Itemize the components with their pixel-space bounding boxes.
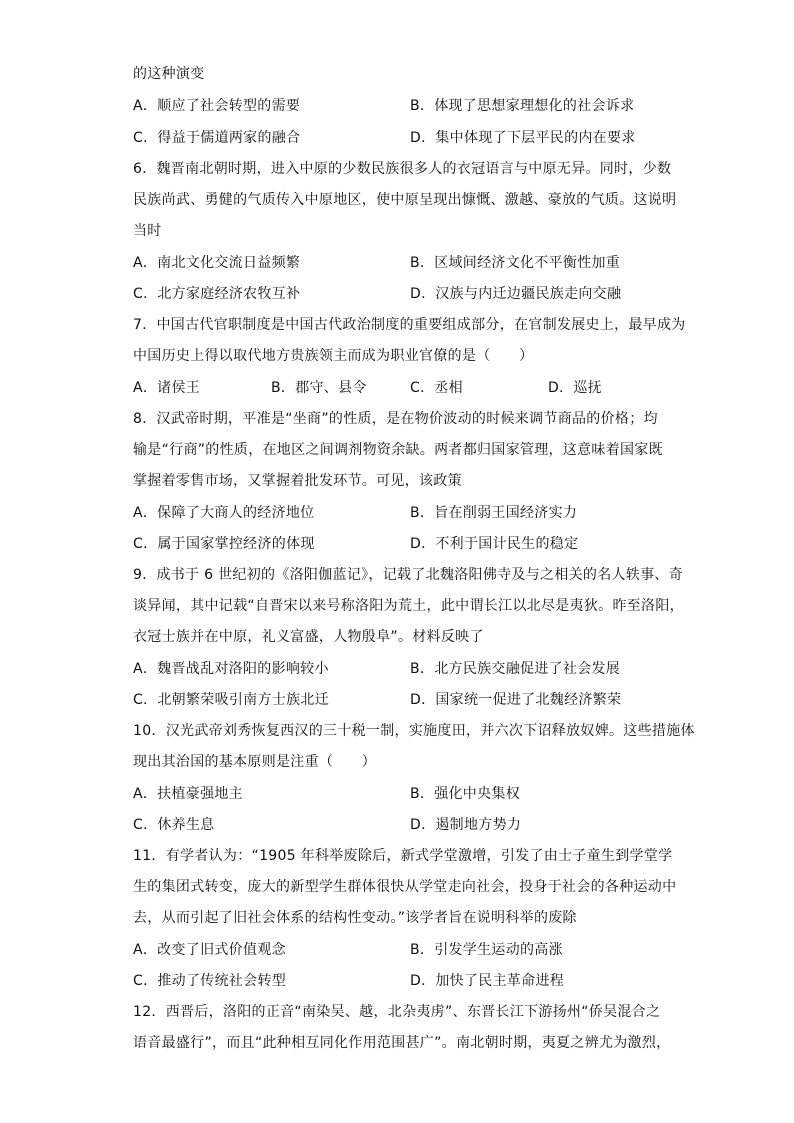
q7-option-c[interactable]: C．丞相 (410, 380, 463, 396)
q6-question-line-3: 当时 (133, 223, 162, 239)
q11-question-line-2: 生的集团式转变，庞大的新型学生群体很快从学堂走向社会，投身于社会的各种运动中 (133, 879, 677, 895)
q8-option-d[interactable]: D．不利于国计民生的稳定 (410, 536, 579, 552)
q11-option-b[interactable]: B．引发学生运动的高涨 (410, 942, 563, 958)
q10-question-line-1: 10．汉光武帝刘秀恢复西汉的三十税一制，实施度田，并六次下诏释放奴婢。这些措施体 (133, 723, 695, 739)
q7-option-b[interactable]: B．郡守、县令 (271, 380, 367, 396)
q11-option-a[interactable]: A．改变了旧式价值观念 (133, 942, 286, 958)
q7-option-d[interactable]: D．巡抚 (548, 380, 602, 396)
q5-option-c[interactable]: C．得益于儒道两家的融合 (133, 130, 301, 146)
q8-option-c[interactable]: C．属于国家掌控经济的体现 (133, 536, 315, 552)
q7-question-line-2: 中国历史上得以取代地方贵族领主而成为职业官僚的是（ ） (133, 348, 534, 364)
q11-question-line-3: 去，从而引起了旧社会体系的结构性变动。”该学者旨在说明科举的废除 (133, 910, 577, 926)
q10-option-a[interactable]: A．扶植豪强地主 (133, 786, 243, 802)
q10-option-b[interactable]: B．强化中央集权 (410, 786, 521, 802)
q9-question-line-3: 衣冠士族并在中原，礼义富盛，人物殷阜”。材料反映了 (133, 629, 484, 645)
q8-option-b[interactable]: B．旨在削弱王国经济实力 (410, 505, 578, 521)
q9-option-d[interactable]: D．国家统一促进了北魏经济繁荣 (410, 692, 622, 708)
q11-option-c[interactable]: C．推动了传统社会转型 (133, 973, 287, 989)
q10-question-line-2: 现出其治国的基本原则是注重（ ） (133, 754, 377, 770)
q12-question-line-1: 12．西晋后，洛阳的正音“南染吴、越，北杂夷虏”、东晋长江下游扬州“侨吴混合之 (133, 1004, 661, 1020)
q8-question-line-3: 掌握着零售市场，又掌握着批发环节。可见，该政策 (133, 473, 462, 489)
q7-question-line-1: 7．中国古代官职制度是中国古代政治制度的重要组成部分，在官制发展史上，最早成为 (133, 317, 686, 333)
q11-question-line-1: 11．有学者认为：“1905 年科举废除后，新式学堂激增，引发了由士子童生到学堂学 (133, 848, 673, 864)
q8-option-a[interactable]: A．保障了大商人的经济地位 (133, 505, 315, 521)
q6-option-b[interactable]: B．区域间经济文化不平衡性加重 (410, 255, 621, 271)
q10-option-d[interactable]: D．遏制地方势力 (410, 817, 522, 833)
q12-question-line-2: 语音最盛行”，而且“此种相互同化作用范围甚广”。南北朝时期，夷夏之辨尤为激烈， (133, 1035, 671, 1051)
q10-option-c[interactable]: C．休养生息 (133, 817, 215, 833)
q6-question-line-2: 民族尚武、勇健的气质传入中原地区，使中原呈现出慷慨、激越、豪放的气质。这说明 (133, 192, 677, 208)
q5-option-b[interactable]: B．体现了思想家理想化的社会诉求 (410, 98, 635, 114)
q6-question-line-1: 6．魏晋南北朝时期，进入中原的少数民族很多人的衣冠语言与中原无异。同时，少数 (133, 161, 672, 177)
q6-option-c[interactable]: C．北方家庭经济农牧互补 (133, 286, 301, 302)
q7-option-a[interactable]: A．诸侯王 (133, 380, 201, 396)
q6-option-a[interactable]: A．南北文化交流日益频繁 (133, 255, 301, 271)
q5-option-d[interactable]: D．集中体现了下层平民的内在要求 (410, 130, 636, 146)
q9-option-a[interactable]: A．魏晋战乱对洛阳的影响较小 (133, 661, 329, 677)
q8-question-line-1: 8．汉武帝时期，平准是“坐商”的性质，是在物价波动的时候来调节商品的价格；均 (133, 411, 658, 427)
q5-text-tail: 的这种演变 (133, 66, 205, 82)
q6-option-d[interactable]: D．汉族与内迁边疆民族走向交融 (410, 286, 622, 302)
q9-question-line-2: 谈异闻，其中记载“自晋宋以来号称洛阳为荒土，此中谓长江以北尽是夷狄。昨至洛阳， (133, 598, 684, 614)
q11-option-d[interactable]: D．加快了民主革命进程 (410, 973, 565, 989)
q9-option-c[interactable]: C．北朝繁荣吸引南方士族北迁 (133, 692, 329, 708)
q9-option-b[interactable]: B．北方民族交融促进了社会发展 (410, 661, 621, 677)
q8-question-line-2: 输是“行商”的性质，在地区之间调剂物资余缺。两者都归国家管理，这意味着国家既 (133, 442, 663, 458)
q9-question-line-1: 9．成书于 6 世纪初的《洛阳伽蓝记》，记载了北魏洛阳佛寺及与之相关的名人轶事、奇 (133, 567, 684, 583)
q5-option-a[interactable]: A．顺应了社会转型的需要 (133, 98, 301, 114)
